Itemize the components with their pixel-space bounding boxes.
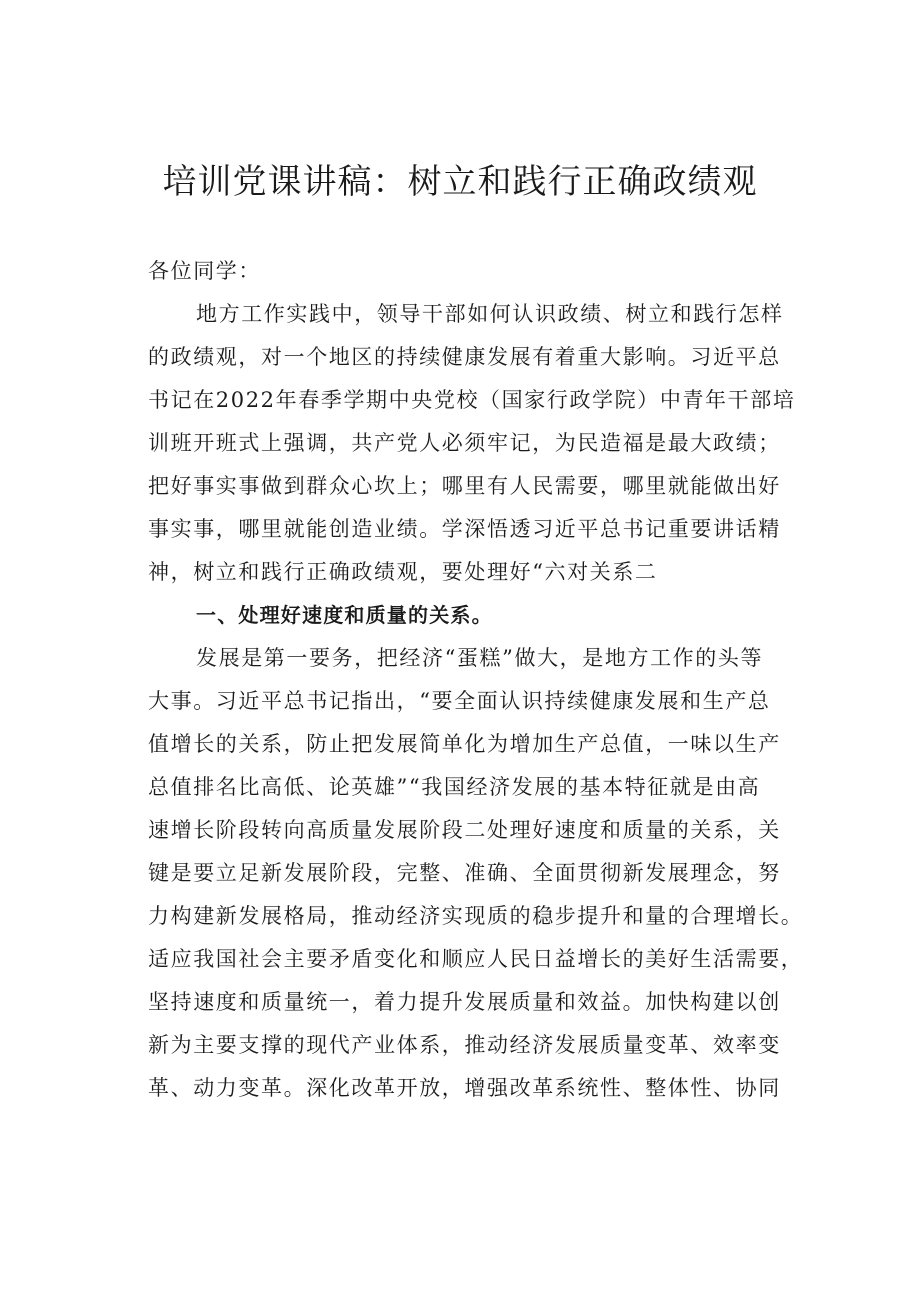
- paragraph-section-1: [148, 637, 818, 1110]
- paragraph-line: 力构建新发展格局，推动经济实现质的稳步提升和量的合理增长。: [148, 904, 804, 928]
- document-body: [148, 250, 818, 1110]
- paragraph-line: 的政绩观，对一个地区的持续健康发展有着重大影响。习近平总: [148, 345, 781, 369]
- paragraph-line: 新为主要支撑的现代产业体系，推动经济发展质量变革、效率变: [148, 1033, 781, 1057]
- paragraph-line: 神，树立和践行正确政绩观，要处理好“六对关系二: [148, 560, 658, 584]
- paragraph-line: 发展是第一要务，把经济“蛋糕”做大，是地方工作的头等: [196, 646, 764, 670]
- paragraph-line: 大事。习近平总书记指出，“要全面认识持续健康发展和生产总: [148, 689, 771, 713]
- paragraph-line: 速增长阶段转向高质量发展阶段二处理好速度和质量的关系，关: [148, 818, 781, 842]
- paragraph-line: 总值排名比高低、论英雄”“我国经济发展的基本特征就是由高: [148, 775, 761, 799]
- paragraph-line: 事实事，哪里就能创造业绩。学深悟透习近平总书记重要讲话精: [148, 517, 781, 541]
- paragraph-line: 适应我国社会主要矛盾变化和顺应人民日益增长的美好生活需要，: [148, 947, 804, 971]
- paragraph-line: 书记在2022年春季学期中央党校（国家行政学院）中青年干部培: [148, 388, 796, 412]
- paragraph-line: 键是要立足新发展阶段，完整、准确、全面贯彻新发展理念，努: [148, 861, 781, 885]
- paragraph-line: 地方工作实践中，领导干部如何认识政绩、树立和践行怎样: [196, 302, 784, 326]
- paragraph-line: 值增长的关系，防止把发展简单化为增加生产总值，一味以生产: [148, 732, 781, 756]
- document-title: 培训党课讲稿：树立和践行正确政绩观: [162, 162, 758, 202]
- paragraph-line: 训班开班式上强调，共产党人必须牢记，为民造福是最大政绩；: [148, 431, 781, 455]
- paragraph-intro: [148, 293, 818, 594]
- section-heading: 一、处理好速度和质量的关系。: [196, 603, 493, 627]
- paragraph-line: 坚持速度和质量统一，着力提升发展质量和效益。加快构建以创: [148, 990, 781, 1014]
- paragraph-line: 革、动力变革。深化改革开放，增强改革系统性、整体性、协同: [148, 1076, 781, 1100]
- salutation: 各位同学：: [148, 259, 261, 283]
- paragraph-line: 把好事实事做到群众心坎上；哪里有人民需要，哪里就能做出好: [148, 474, 781, 498]
